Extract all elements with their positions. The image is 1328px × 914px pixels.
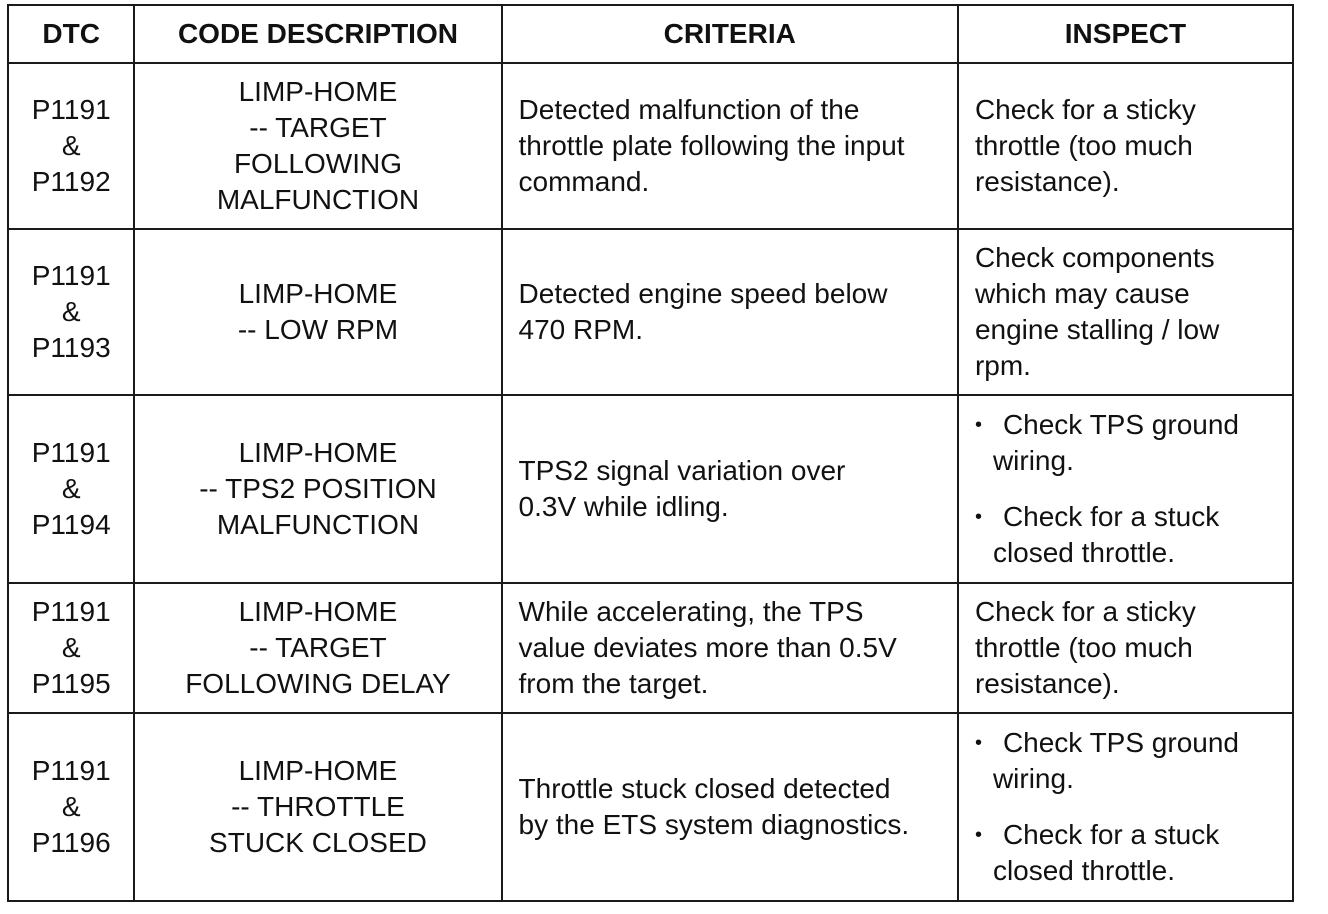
description-line: STUCK CLOSED <box>209 827 427 858</box>
bullet-icon: • <box>974 824 982 846</box>
criteria-line: command. <box>518 166 650 197</box>
description-line: -- LOW RPM <box>237 314 399 345</box>
dtc-code: P1191 <box>31 437 111 468</box>
description-line: -- TPS2 POSITION <box>199 473 437 504</box>
criteria-cell <box>502 583 958 713</box>
inspect-line: closed throttle. <box>992 855 1176 886</box>
dtc-code: P1194 <box>31 509 111 540</box>
description-cell <box>134 395 501 583</box>
criteria-cell <box>502 63 958 229</box>
dtc-cell <box>8 713 134 901</box>
table-row <box>8 583 1293 713</box>
inspect-line: wiring. <box>992 445 1074 476</box>
description-line: -- TARGET <box>249 112 387 143</box>
description-cell <box>134 583 501 713</box>
criteria-line: Detected malfunction of the <box>518 94 860 125</box>
dtc-separator: & <box>61 296 81 327</box>
inspect-line: Check TPS ground <box>1002 409 1239 440</box>
dtc-code: P1191 <box>31 755 111 786</box>
inspect-bullet-item <box>975 817 1284 889</box>
inspect-line: Check TPS ground <box>1002 727 1239 758</box>
description-line: MALFUNCTION <box>216 184 420 215</box>
criteria-line: throttle plate following the input <box>518 130 905 161</box>
criteria-line: 0.3V while idling. <box>518 491 729 522</box>
inspect-line: Check for a sticky <box>974 596 1196 627</box>
dtc-cell <box>8 63 134 229</box>
header-row <box>8 5 1293 63</box>
inspect-line: wiring. <box>992 763 1074 794</box>
criteria-line: Throttle stuck closed detected <box>518 773 891 804</box>
inspect-bullet-list <box>975 407 1284 571</box>
inspect-cell <box>958 63 1293 229</box>
description-line: LIMP-HOME <box>238 755 398 786</box>
description-line: -- TARGET <box>249 632 387 663</box>
bullet-icon: • <box>974 414 982 436</box>
bullet-icon: • <box>974 732 982 754</box>
inspect-cell <box>958 395 1293 583</box>
description-cell <box>134 713 501 901</box>
inspect-line: resistance). <box>974 166 1120 197</box>
header-code-description: CODE DESCRIPTION <box>134 5 501 63</box>
criteria-line: from the target. <box>518 668 709 699</box>
inspect-line: closed throttle. <box>992 537 1176 568</box>
criteria-line: TPS2 signal variation over <box>518 455 846 486</box>
header-inspect: INSPECT <box>958 5 1293 63</box>
dtc-code: P1193 <box>31 332 111 363</box>
table-row <box>8 63 1293 229</box>
criteria-line: by the ETS system diagnostics. <box>518 809 910 840</box>
dtc-code: P1191 <box>31 94 111 125</box>
header-dtc: DTC <box>8 5 134 63</box>
criteria-line: value deviates more than 0.5V <box>518 632 897 663</box>
inspect-line: Check components <box>974 242 1215 273</box>
description-line: MALFUNCTION <box>216 509 420 540</box>
inspect-cell <box>958 229 1293 395</box>
dtc-separator: & <box>61 632 81 663</box>
inspect-line: rpm. <box>974 350 1031 381</box>
inspect-bullet-item <box>975 725 1284 797</box>
description-line: LIMP-HOME <box>238 437 398 468</box>
inspect-line: engine stalling / low <box>974 314 1220 345</box>
description-cell <box>134 229 501 395</box>
table-row <box>8 395 1293 583</box>
inspect-line: throttle (too much <box>974 632 1193 663</box>
dtc-cell <box>8 395 134 583</box>
inspect-line: Check for a stuck <box>1002 501 1220 532</box>
dtc-separator: & <box>61 130 81 161</box>
criteria-line: While accelerating, the TPS <box>518 596 864 627</box>
inspect-bullet-list <box>975 725 1284 889</box>
inspect-line: throttle (too much <box>974 130 1193 161</box>
dtc-code: P1196 <box>31 827 111 858</box>
description-line: LIMP-HOME <box>238 76 398 107</box>
inspect-bullet-item <box>975 499 1284 571</box>
criteria-cell <box>502 229 958 395</box>
inspect-line: resistance). <box>974 668 1120 699</box>
description-line: LIMP-HOME <box>238 278 398 309</box>
dtc-code: P1191 <box>31 596 111 627</box>
dtc-code: P1191 <box>31 260 111 291</box>
inspect-bullet-item <box>975 407 1284 479</box>
criteria-cell <box>502 395 958 583</box>
header-criteria: CRITERIA <box>502 5 958 63</box>
description-line: -- THROTTLE <box>231 791 405 822</box>
description-line: LIMP-HOME <box>238 596 398 627</box>
dtc-separator: & <box>61 473 81 504</box>
criteria-line: 470 RPM. <box>518 314 644 345</box>
dtc-cell <box>8 229 134 395</box>
description-line: FOLLOWING <box>233 148 402 179</box>
criteria-line: Detected engine speed below <box>518 278 888 309</box>
description-cell <box>134 63 501 229</box>
table-row <box>8 229 1293 395</box>
dtc-table <box>7 4 1294 902</box>
dtc-code: P1192 <box>31 166 111 197</box>
dtc-cell <box>8 583 134 713</box>
table-row <box>8 713 1293 901</box>
inspect-cell <box>958 583 1293 713</box>
dtc-code: P1195 <box>31 668 111 699</box>
inspect-line: Check for a sticky <box>974 94 1196 125</box>
dtc-separator: & <box>61 791 81 822</box>
description-line: FOLLOWING DELAY <box>185 668 451 699</box>
inspect-cell <box>958 713 1293 901</box>
bullet-icon: • <box>974 506 982 528</box>
criteria-cell <box>502 713 958 901</box>
inspect-line: Check for a stuck <box>1002 819 1220 850</box>
inspect-line: which may cause <box>974 278 1190 309</box>
